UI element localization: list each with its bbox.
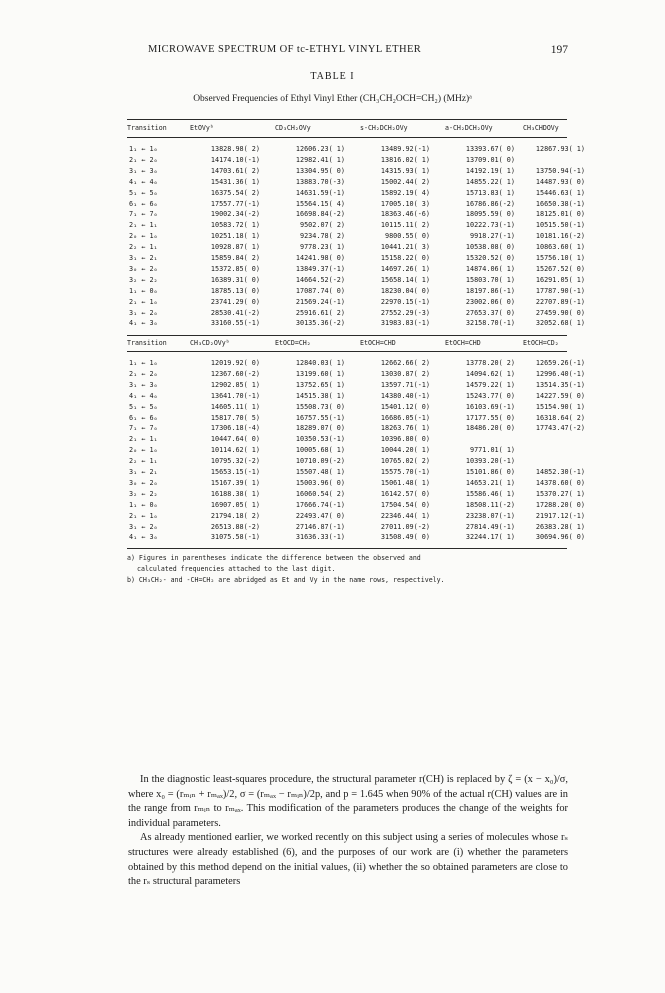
- frequency-cell: 17504.54( 0): [380, 500, 430, 509]
- frequency-cell: 15756.10( 1): [535, 254, 585, 262]
- frequency-cell: 32244.17( 1): [465, 533, 515, 542]
- transition-cell: 2₁ ← 1₁: [129, 221, 158, 230]
- table-row: [127, 275, 585, 287]
- table-row: [127, 380, 585, 392]
- paragraph: In the diagnostic least-squares procedure, the structural parameter r(CH) is replaced by ζ = (x − x₀)/σ, where x₀ = (rₘᵢₙ + rₘₐₓ)/2, σ = (rₘₐₓ − rₘᵢₙ)/2p, and p = 1.645 when 90% of the actual r(CH) values are in the range from rₘᵢₙ to rₘₐₓ. This modification of the parameters produces the change of the weights for individual parameters.: [128, 774, 568, 829]
- frequency-cell: 10863.60( 1): [535, 243, 585, 252]
- frequency-cell: 30135.36(-2): [295, 319, 345, 328]
- table-row: [127, 369, 585, 381]
- frequency-cell: 13883.70(-3): [295, 177, 345, 186]
- frequency-cell: 16389.31( 0): [210, 275, 260, 284]
- frequency-cell: 14380.40(-1): [380, 391, 430, 400]
- frequency-cell: 17306.18(-4): [210, 424, 260, 433]
- frequency-cell: 22970.15(-1): [380, 297, 430, 306]
- frequency-cell: 10005.68( 1): [295, 446, 345, 455]
- frequency-cell: 15002.44( 2): [380, 177, 430, 186]
- frequency-cell: 16060.54( 2): [295, 489, 345, 498]
- transition-cell: 5₁ ← 5₀: [129, 402, 158, 411]
- frequency-cell: 15508.73( 0): [295, 402, 345, 411]
- frequency-cell: 18363.46(-6): [380, 210, 430, 219]
- frequency-cell: 10115.11( 2): [380, 221, 430, 230]
- frequency-cell: 14487.93( 0): [535, 177, 585, 186]
- frequency-cell: 16650.38(-1): [535, 199, 585, 208]
- column-header: CH₃CHDOVy: [523, 124, 559, 132]
- transition-cell: 4₁ ← 3₀: [129, 533, 158, 542]
- frequency-cell: 18197.86(-1): [465, 286, 515, 295]
- table-row: [127, 264, 585, 276]
- table-header-row: [127, 339, 567, 351]
- frequency-cell: 15658.14( 1): [380, 275, 430, 284]
- transition-cell: 6₁ ← 6₀: [129, 199, 158, 208]
- table-row: [127, 232, 585, 243]
- transition-cell: 4₁ ← 3₀: [129, 319, 158, 328]
- frequency-cell: 12367.60(-2): [210, 369, 260, 378]
- column-header: EtOCH=CHD: [445, 339, 481, 347]
- frequency-cell: 13489.92(-1): [380, 145, 430, 153]
- frequency-cell: 18289.07( 0): [295, 424, 345, 433]
- transition-cell: 2₁ ← 2₀: [129, 155, 158, 164]
- table-row: [127, 359, 585, 370]
- frequency-cell: 15320.52( 0): [465, 254, 515, 262]
- frequency-cell: 14515.38( 1): [295, 391, 345, 400]
- table-row: [127, 188, 585, 200]
- transition-cell: 7₁ ← 7₀: [129, 210, 158, 219]
- frequency-cell: 10441.21( 3): [380, 243, 430, 252]
- table-row: [127, 254, 585, 265]
- frequency-cell: 13641.70(-1): [210, 391, 260, 400]
- frequency-cell: 17743.47(-2): [535, 424, 585, 433]
- frequency-cell: 30694.96( 0): [535, 533, 585, 542]
- frequency-cell: 10447.64( 0): [210, 435, 260, 444]
- frequency-cell: 10710.09(-2): [295, 457, 345, 466]
- frequency-cell: 15431.36( 1): [210, 177, 260, 186]
- frequency-cell: 13304.95( 0): [295, 166, 345, 175]
- frequency-cell: 10251.18( 1): [210, 232, 260, 241]
- frequency-cell: 15167.39( 1): [210, 478, 260, 487]
- frequency-cell: 15892.19( 4): [380, 188, 430, 197]
- table-row: [127, 424, 585, 435]
- transition-cell: 2₀ ← 1₀: [129, 446, 158, 455]
- column-header: EtOVyᵇ: [190, 124, 214, 132]
- frequency-cell: 15586.46( 1): [465, 489, 515, 498]
- frequency-cell: 16907.05( 1): [210, 500, 260, 509]
- frequency-cell: 15507.48( 1): [295, 468, 345, 476]
- frequency-cell: 12982.41( 1): [295, 155, 345, 164]
- frequency-cell: 15372.85( 0): [210, 264, 260, 273]
- column-header: s-CH₂DCH₂OVy: [360, 124, 408, 132]
- column-header: EtOCH=CD₂: [523, 339, 559, 347]
- frequency-cell: 23002.06( 0): [465, 297, 515, 306]
- frequency-cell: 16188.38( 1): [210, 489, 260, 498]
- frequency-cell: 14664.52(-2): [295, 275, 345, 284]
- frequency-cell: 31983.83(-1): [380, 319, 430, 328]
- transition-cell: 2₁ ← 2₀: [129, 369, 158, 378]
- frequency-cell: 31636.33(-1): [295, 533, 345, 542]
- frequency-cell: 22493.47( 0): [295, 511, 345, 520]
- transition-cell: 1₁ ← 1₀: [129, 359, 158, 367]
- frequency-cell: 27814.49(-1): [465, 522, 515, 531]
- transition-cell: 2₁ ← 1₁: [129, 435, 158, 444]
- transition-cell: 2₂ ← 1₁: [129, 243, 158, 252]
- table-row: [127, 177, 585, 189]
- frequency-cell: 22346.44( 1): [380, 511, 430, 520]
- table-caption: Observed Frequencies of Ethyl Vinyl Ether (CH₃CH₂OCH=CH₂) (MHz)ᵃ: [193, 94, 472, 104]
- footnote: a) Figures in parentheses indicate the difference between the observed and: [127, 554, 421, 562]
- table-rule: [127, 335, 567, 336]
- table-row: [127, 435, 567, 446]
- frequency-cell: 16103.69(-1): [465, 402, 515, 411]
- frequency-cell: 14855.22( 1): [465, 177, 515, 186]
- table-row: [127, 457, 567, 468]
- frequency-cell: 17288.20( 0): [535, 500, 585, 509]
- frequency-cell: 15575.70(-1): [380, 468, 430, 476]
- table-row: [127, 221, 585, 232]
- frequency-cell: 33160.55(-1): [210, 319, 260, 328]
- transition-cell: 1₁ ← 1₀: [129, 145, 158, 153]
- table-row: [127, 500, 585, 512]
- frequency-cell: 18095.59( 0): [465, 210, 515, 219]
- frequency-cell: 27146.87(-1): [295, 522, 345, 531]
- page-number: 197: [550, 44, 568, 56]
- frequency-cell: 18263.76( 1): [380, 424, 430, 433]
- frequency-cell: 27459.90( 0): [535, 308, 585, 317]
- frequency-cell: 21794.18( 2): [210, 511, 260, 520]
- frequency-cell: 13816.02( 1): [380, 155, 430, 164]
- paragraph: As already mentioned earlier, we worked recently on this subject using a series of molecules whose rₛ structures were already established (6), and the purposes of our work are (i) whether the parameters obtained by this method depend on the initial values, (ii) whether the so obtained parameters are close to the rₛ structural parameters: [128, 832, 568, 888]
- frequency-cell: 16318.64( 2): [535, 413, 585, 422]
- frequency-cell: 16142.57( 0): [380, 489, 430, 498]
- frequency-cell: 13778.20( 2): [465, 359, 515, 367]
- frequency-cell: 13828.98( 2): [210, 145, 260, 153]
- transition-cell: 2₂ ← 1₁: [129, 457, 158, 466]
- transition-cell: 1₁ ← 0₀: [129, 500, 158, 509]
- frequency-cell: 10114.62( 1): [210, 446, 260, 455]
- column-header: a-CH₂DCH₂OVy: [445, 124, 493, 132]
- table-row: [127, 286, 585, 298]
- frequency-cell: 13199.60( 1): [295, 369, 345, 378]
- frequency-cell: 27653.37( 0): [465, 308, 515, 317]
- frequency-cell: 13393.67( 0): [465, 145, 515, 153]
- frequency-cell: 15564.15( 4): [295, 199, 345, 208]
- transition-cell: 5₁ ← 5₀: [129, 188, 158, 197]
- frequency-cell: 15267.52( 0): [535, 264, 585, 273]
- table-row: [127, 156, 567, 167]
- table-row: [127, 297, 585, 309]
- frequency-cell: 14852.30(-1): [535, 468, 585, 476]
- frequency-cell: 31075.58(-1): [210, 533, 260, 542]
- frequency-cell: 18486.20( 0): [465, 424, 515, 433]
- frequency-cell: 12019.92( 0): [210, 359, 260, 367]
- frequency-cell: 21917.12(-1): [535, 511, 585, 520]
- frequency-cell: 12902.85( 1): [210, 380, 260, 389]
- table-row: [127, 478, 585, 490]
- transition-cell: 2₁ ← 1₀: [129, 297, 158, 306]
- frequency-cell: 23238.07(-1): [465, 511, 515, 520]
- frequency-cell: 16757.55(-1): [295, 413, 345, 422]
- frequency-cell: 18785.13( 0): [210, 286, 260, 295]
- frequency-cell: 18125.01( 0): [535, 210, 585, 219]
- frequency-cell: 14703.61( 2): [210, 166, 260, 175]
- frequency-cell: 14697.26( 1): [380, 264, 430, 273]
- frequency-cell: 10393.20(-1): [465, 457, 515, 466]
- frequency-cell: 10928.87( 1): [210, 243, 260, 252]
- transition-cell: 3₂ ← 2₂: [129, 489, 158, 498]
- column-header: Transition: [127, 124, 167, 132]
- table-rule: [127, 351, 567, 352]
- transition-cell: 2₁ ← 1₀: [129, 511, 158, 520]
- transition-cell: 3₁ ← 3₀: [129, 166, 158, 175]
- table-row: [127, 145, 585, 156]
- frequency-cell: 13030.87( 2): [380, 369, 430, 378]
- transition-cell: 3₁ ← 2₀: [129, 522, 158, 531]
- column-header: Transition: [127, 339, 167, 347]
- frequency-cell: 15446.63( 1): [535, 188, 585, 197]
- frequency-cell: 15243.77( 0): [465, 391, 515, 400]
- frequency-cell: 21569.24(-1): [295, 297, 345, 306]
- frequency-cell: 17177.55( 0): [465, 413, 515, 422]
- frequency-cell: 10222.73(-1): [465, 221, 515, 230]
- table-row: [127, 511, 585, 523]
- frequency-cell: 9800.55( 0): [384, 232, 430, 241]
- frequency-cell: 13514.35(-1): [535, 380, 585, 389]
- table-row: [127, 533, 585, 544]
- frequency-cell: 14653.21( 1): [465, 478, 515, 487]
- frequency-cell: 10765.02( 2): [380, 457, 430, 466]
- column-header: CD₃CH₂OVy: [275, 124, 311, 132]
- frequency-cell: 31508.49( 0): [380, 533, 430, 542]
- frequency-cell: 32052.68( 1): [535, 319, 585, 328]
- table-row: [127, 166, 585, 178]
- table-row: [127, 308, 585, 320]
- frequency-cell: 18508.11(-2): [465, 500, 515, 509]
- frequency-cell: 16375.54( 2): [210, 188, 260, 197]
- frequency-cell: 13750.94(-1): [535, 166, 585, 175]
- frequency-cell: 15003.96( 0): [295, 478, 345, 487]
- footnote: b) CH₃CH₂- and -CH=CH₂ are abridged as Et and Vy in the name rows, respectively.: [127, 576, 445, 584]
- frequency-cell: 17087.74( 0): [295, 286, 345, 295]
- transition-cell: 3₁ ← 2₁: [129, 468, 158, 476]
- transition-cell: 3₀ ← 2₀: [129, 264, 158, 273]
- table-row: [127, 199, 585, 211]
- transition-cell: 4₁ ← 4₀: [129, 177, 158, 186]
- frequency-cell: 15061.48( 1): [380, 478, 430, 487]
- running-header: [148, 44, 568, 55]
- frequency-cell: 16698.84(-2): [295, 210, 345, 219]
- frequency-cell: 12606.23( 1): [295, 145, 345, 153]
- transition-cell: 3₁ ← 2₀: [129, 308, 158, 317]
- frequency-cell: 15713.83( 1): [465, 188, 515, 197]
- frequency-cell: 10515.50(-1): [535, 221, 585, 230]
- frequency-cell: 26383.28( 1): [535, 522, 585, 531]
- transition-cell: 2₀ ← 1₀: [129, 232, 158, 241]
- frequency-cell: 17666.74(-1): [295, 500, 345, 509]
- frequency-cell: 17005.10( 3): [380, 199, 430, 208]
- frequency-cell: 15154.90( 1): [535, 402, 585, 411]
- frequency-cell: 14631.59(-1): [295, 188, 345, 197]
- table-rule: [127, 119, 567, 120]
- table-row: [127, 489, 585, 501]
- frequency-cell: 10795.32(-2): [210, 457, 260, 466]
- table-row: [127, 391, 585, 403]
- frequency-cell: 15401.12( 0): [380, 402, 430, 411]
- table-row: [127, 446, 567, 457]
- frequency-cell: 12662.66( 2): [380, 359, 430, 367]
- frequency-cell: 14241.98( 0): [295, 254, 345, 262]
- frequency-cell: 22707.89(-1): [535, 297, 585, 306]
- frequency-cell: 25916.61( 2): [295, 308, 345, 317]
- frequency-cell: 19002.34(-2): [210, 210, 260, 219]
- frequency-cell: 28530.41(-2): [210, 308, 260, 317]
- running-title: MICROWAVE SPECTRUM OF tc-ETHYL VINYL ETHER: [148, 44, 422, 55]
- frequency-cell: 26513.88(-2): [210, 522, 260, 531]
- table-label: TABLE I: [310, 71, 355, 82]
- frequency-cell: 23741.29( 0): [210, 297, 260, 306]
- frequency-cell: 14874.06( 1): [465, 264, 515, 273]
- table-rule: [127, 548, 567, 549]
- frequency-cell: 15859.84( 2): [210, 254, 260, 262]
- frequency-cell: 15370.27( 1): [535, 489, 585, 498]
- frequency-cell: 15653.15(-1): [210, 468, 260, 476]
- transition-cell: 1₁ ← 0₀: [129, 286, 158, 295]
- frequency-cell: 10181.16(-2): [535, 232, 585, 241]
- frequency-cell: 15803.70( 1): [465, 275, 515, 284]
- frequency-cell: 14378.60( 0): [535, 478, 585, 487]
- frequency-cell: 16291.05( 1): [535, 275, 585, 284]
- frequency-cell: 12996.40(-1): [535, 369, 585, 378]
- table-row: [127, 468, 585, 479]
- transition-cell: 3₂ ← 2₂: [129, 275, 158, 284]
- frequency-cell: 9778.23( 1): [299, 243, 345, 252]
- frequency-cell: 27011.09(-2): [380, 522, 430, 531]
- frequency-cell: 14192.19( 1): [465, 166, 515, 175]
- table-row: [127, 402, 585, 414]
- footnote: calculated frequencies attached to the last digit.: [137, 565, 336, 573]
- frequency-cell: 27552.29(-3): [380, 308, 430, 317]
- frequency-cell: 10350.53(-1): [295, 435, 345, 444]
- table-row: [127, 210, 585, 221]
- frequency-cell: 14605.11( 1): [210, 402, 260, 411]
- column-header: CH₃CD₂OVyᵇ: [190, 339, 230, 347]
- frequency-cell: 14315.93( 1): [380, 166, 430, 175]
- frequency-cell: 13752.65( 1): [295, 380, 345, 389]
- frequency-cell: 15817.70( 5): [210, 413, 260, 422]
- frequency-cell: 10044.20( 1): [380, 446, 430, 455]
- transition-cell: 4₁ ← 4₀: [129, 391, 158, 400]
- frequency-cell: 32158.70(-1): [465, 319, 515, 328]
- transition-cell: 3₁ ← 3₀: [129, 380, 158, 389]
- frequency-cell: 14094.62( 1): [465, 369, 515, 378]
- frequency-cell: 14227.59( 0): [535, 391, 585, 400]
- transition-cell: 6₁ ← 6₀: [129, 413, 158, 422]
- frequency-cell: 12659.26(-1): [535, 359, 585, 367]
- frequency-cell: 9771.01( 1): [469, 446, 515, 455]
- frequency-cell: 13709.01( 0): [465, 155, 515, 164]
- frequency-cell: 9502.07( 2): [299, 221, 345, 230]
- frequency-cell: 15101.86( 0): [465, 468, 515, 476]
- frequency-cell: 12840.03( 1): [295, 359, 345, 367]
- frequency-cell: 18230.04( 0): [380, 286, 430, 295]
- frequency-cell: 14174.10(-1): [210, 155, 260, 164]
- table-row: [127, 522, 585, 534]
- frequency-cell: 14579.22( 1): [465, 380, 515, 389]
- table-row: [127, 413, 585, 425]
- frequency-cell: 10583.72( 1): [210, 221, 260, 230]
- table-row: [127, 319, 585, 330]
- frequency-cell: 16686.05(-1): [380, 413, 430, 422]
- table-row: [127, 243, 585, 254]
- column-header: EtOCH=CHD: [360, 339, 396, 347]
- transition-cell: 7₁ ← 7₀: [129, 424, 158, 433]
- frequency-cell: 16786.86(-2): [465, 199, 515, 208]
- body-text: [128, 773, 568, 890]
- frequency-cell: 9918.27(-1): [469, 232, 515, 241]
- table-header-row: [127, 124, 567, 136]
- frequency-cell: 17557.77(-1): [210, 199, 260, 208]
- frequency-cell: 13597.71(-1): [380, 380, 430, 389]
- frequency-cell: 13849.37(-1): [295, 264, 345, 273]
- frequency-cell: 17787.90(-1): [535, 286, 585, 295]
- column-header: EtOCD=CH₂: [275, 339, 311, 347]
- transition-cell: 3₀ ← 2₀: [129, 478, 158, 487]
- frequency-cell: 10396.80( 0): [380, 435, 430, 444]
- table-rule: [127, 137, 567, 138]
- frequency-cell: 12867.93( 1): [535, 145, 585, 153]
- transition-cell: 3₁ ← 2₁: [129, 254, 158, 262]
- frequency-cell: 9234.78( 2): [299, 232, 345, 241]
- frequency-cell: 10538.08( 0): [465, 243, 515, 252]
- frequency-cell: 15158.22( 0): [380, 254, 430, 262]
